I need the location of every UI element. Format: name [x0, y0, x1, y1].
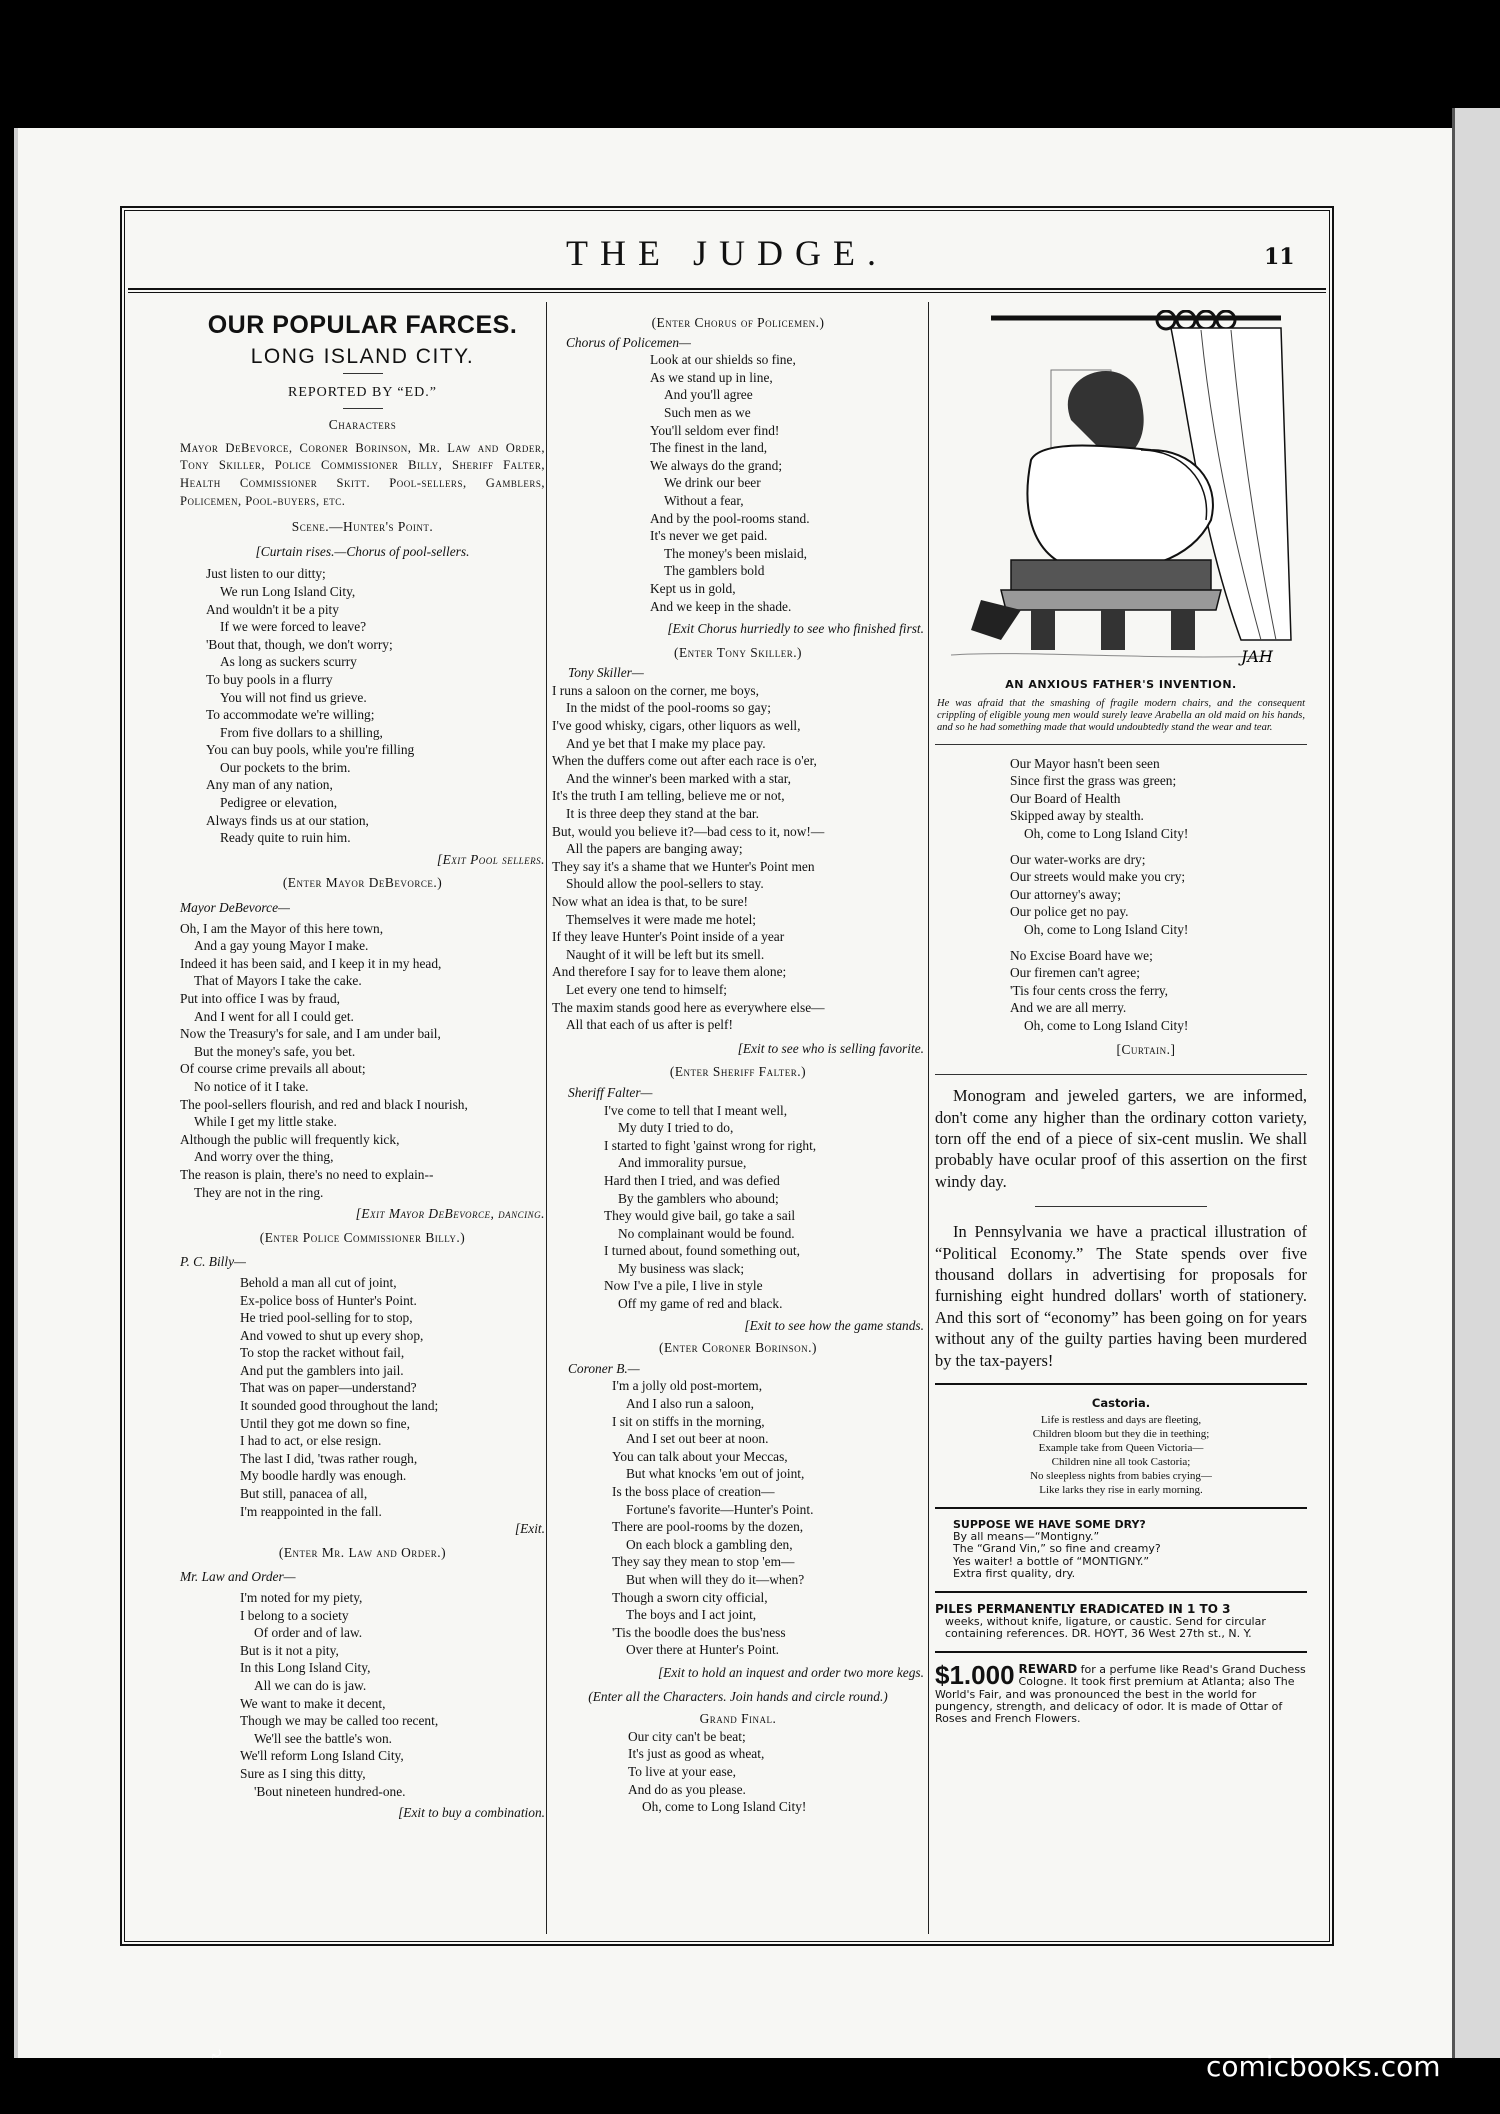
stage-direction: (Enter all the Characters. Join hands and circle round.) [588, 1688, 888, 1704]
finale-verse-2 [935, 755, 1307, 843]
verse-line: Of course crime prevails all about; [180, 1061, 366, 1077]
stage-direction: (Enter Coroner Borinson.) [658, 1340, 817, 1356]
speaker-label: Coroner B.— [568, 1360, 640, 1376]
verse-line: 'Bout that, though, we don't worry; [206, 636, 393, 652]
stage-direction: [Exit. [514, 1521, 545, 1537]
verse-line: Off my game of red and black. [618, 1296, 783, 1312]
verse-line: Yes waiter! a bottle of “MONTIGNY.” [953, 1554, 1150, 1568]
verse-line: And you'll agree [664, 387, 753, 403]
verse-line: The boys and I act joint, [626, 1607, 757, 1623]
verse-line: To accommodate we're willing; [206, 707, 375, 723]
verse-line: Pedigree or elevation, [220, 795, 338, 811]
verse-line: And by the pool-rooms stand. [650, 510, 810, 526]
verse-line: Skipped away by stealth. [1010, 808, 1144, 824]
verse-line: I turned about, found something out, [604, 1243, 800, 1259]
verse-line: It's just as good as wheat, [628, 1746, 765, 1762]
stage-direction: (Enter Mayor DeBevorce.) [282, 875, 443, 891]
verse-line: Themselves it were made me hotel; [566, 911, 757, 927]
verse-line: Look at our shields so fine, [650, 352, 796, 368]
reward-ad [935, 1659, 1307, 1726]
verse-line: Is the boss place of creation— [612, 1484, 775, 1499]
tony-verse [552, 682, 924, 1034]
verse-line: And we keep in the shade. [650, 598, 792, 614]
law-verse [180, 1589, 545, 1800]
pennsylvania-paragraph: In Pennsylvania we have a practical illustration of “Political Economy.” The State spends over five thousand dollars in advertising for proposals for furnishing eight hundred dollars' worth of stationery. And this sort of “economy” has been going on for years without any of the guilty parties having been murdered by the tax-payers! [935, 1222, 1307, 1370]
cartoon-illustration [941, 310, 1301, 670]
verse-line: Naught of it will be left but its smell. [566, 946, 765, 962]
verse-line: In the midst of the pool-rooms so gay; [566, 700, 771, 716]
verse-line: But what knocks 'em out of joint, [626, 1466, 805, 1482]
verse-line: I belong to a society [240, 1607, 349, 1623]
verse-line: Our water-works are dry; [1010, 851, 1146, 867]
verse-line: My boodle hardly was enough. [240, 1468, 407, 1484]
verse-line: It's the truth I am telling, believe me or not, [552, 788, 785, 804]
divider [935, 1074, 1307, 1075]
speaker-label: Sheriff Falter— [568, 1084, 653, 1100]
speaker-label: Tony Skiller— [568, 665, 644, 681]
column-3 [935, 302, 1307, 1726]
verse-line: No complainant would be found. [618, 1225, 795, 1241]
verse-line: Now I've a pile, I live in style [604, 1278, 763, 1294]
billy-verse [180, 1274, 545, 1520]
verse-line: If we were forced to leave? [220, 619, 367, 635]
verse-line: And put the gamblers into jail. [240, 1362, 404, 1378]
verse-line: Sure as I sing this ditty, [240, 1765, 366, 1781]
verse-line: But still, panacea of all, [240, 1486, 368, 1502]
verse-line: Ready quite to ruin him. [220, 830, 351, 846]
verse-line: Example take from Queen Victoria— [1038, 1441, 1204, 1454]
coroner-verse [552, 1377, 924, 1659]
verse-line: While I get my little stake. [194, 1114, 337, 1130]
verse-line: But when will they do it—when? [626, 1571, 805, 1587]
verse-line: Oh, come to Long Island City! [642, 1799, 807, 1815]
verse-line: All we can do is jaw. [254, 1677, 367, 1693]
verse-line: As long as suckers scurry [220, 654, 357, 670]
verse-line: 'Tis the boodle does the bus'ness [612, 1624, 786, 1640]
verse-line: Always finds us at our station, [206, 812, 369, 828]
verse-line: On each block a gambling den, [626, 1536, 793, 1552]
verse-line: Our city can't be beat; [628, 1728, 746, 1744]
verse-line: The last I did, 'twas rather rough, [240, 1450, 418, 1466]
finale-heading: Grand Final. [699, 1711, 777, 1727]
verse-line: And therefore I say for to leave them alone; [552, 964, 787, 980]
divider [935, 1507, 1307, 1509]
reward-ad-title: REWARD [1018, 1661, 1078, 1676]
verse-line: I started to fight 'gainst wrong for right, [604, 1137, 817, 1153]
verse-line: Our streets would make you cry; [1010, 869, 1186, 885]
divider [1035, 1206, 1207, 1207]
verse-line: That of Mayors I take the cake. [194, 973, 362, 989]
artist-signature: JAH [1241, 647, 1273, 666]
stage-direction: [Exit Pool sellers. [436, 851, 545, 867]
verse-line: They say it's a shame that we Hunter's Point men [552, 858, 815, 874]
verse-line: Oh, come to Long Island City! [1024, 921, 1189, 937]
verse-line: There are pool-rooms by the dozen, [612, 1519, 804, 1535]
speaker-label: Mayor DeBevorce— [180, 900, 290, 916]
reward-ad-text: for a perfume like Read's Grand Duchess Cologne. It took first premium at Atlanta; also The World's Fair, and was pronounced the best in the world for pungency, strength, and delicacy of odor. It is made of Ottar of Roses and French Flowers. [935, 1662, 1306, 1726]
verse-line: We want to make it decent, [240, 1695, 386, 1711]
verse-line: And I went for all I could get. [194, 1008, 354, 1024]
verse-line: The finest in the land, [650, 440, 768, 456]
verse-line: Our Mayor hasn't been seen [1010, 755, 1160, 771]
monogram-paragraph: Monogram and jeweled garters, we are informed, don't come any higher than the ordinary cotton variety, torn off the end of a piece of six-cent muslin. We shall probably have ocular proof of this assertion on the first windy day. [935, 1086, 1307, 1191]
verse-line: To stop the racket without fail, [240, 1345, 405, 1361]
reward-amount: $1.000 [935, 1659, 1015, 1690]
article-title: OUR POPULAR FARCES. [207, 311, 518, 339]
verse-line: Since first the grass was green; [1010, 773, 1177, 789]
divider [343, 408, 383, 409]
verse-line: The reason is plain, there's no need to explain-- [180, 1166, 434, 1182]
page-edge [1452, 108, 1500, 2058]
verse-line: Like larks they rise in early morning. [1039, 1483, 1203, 1496]
verse-line: Although the public will frequently kick, [180, 1131, 400, 1147]
verse-line: As we stand up in line, [650, 369, 773, 385]
verse-line: And wouldn't it be a pity [206, 601, 339, 617]
verse-line: Now what an idea is that, to be sure! [552, 894, 748, 909]
verse-line: And I also run a saloon, [626, 1396, 754, 1412]
verse-line: Our firemen can't agree; [1010, 965, 1140, 981]
stage-direction: (Enter Police Commissioner Billy.) [259, 1229, 466, 1245]
verse-line: Our pockets to the brim. [220, 759, 351, 775]
divider [343, 373, 383, 374]
verse-line: Ex-police boss of Hunter's Point. [240, 1292, 417, 1308]
verse-line: To live at your ease, [628, 1763, 737, 1779]
characters-list: Mayor DeBevorce, Coroner Borinson, Mr. Law and Order, Tony Skiller, Police Commissioner Billy, Sheriff Falter, Health Commissioner Skitt. Pool-sellers, Gamblers, Policemen, Pool-buyers, etc. [180, 440, 545, 508]
verse-line: We drink our beer [664, 475, 761, 491]
verse-line: But, would you believe it?—bad cess to it, now!— [552, 823, 825, 839]
verse-line: They would give bail, go take a sail [604, 1208, 796, 1224]
verse-line: No sleepless nights from babies crying— [1030, 1469, 1212, 1482]
verse-line: I've come to tell that I meant well, [604, 1102, 788, 1118]
verse-line: Indeed it has been said, and I keep it in my head, [180, 955, 442, 971]
stage-direction: [Exit to buy a combination. [398, 1805, 545, 1821]
verse-line: Our attorney's away; [1010, 886, 1121, 902]
verse-line: We always do the grand; [650, 457, 783, 473]
stage-direction: [Exit to hold an inquest and order two more kegs. [657, 1664, 924, 1680]
byline: REPORTED BY “ED.” [287, 384, 437, 400]
verse-line: He tried pool-selling for to stop, [240, 1310, 413, 1326]
verse-line: Fortune's favorite—Hunter's Point. [626, 1501, 814, 1517]
verse-line: Until they got me down so fine, [240, 1415, 410, 1431]
verse-line: Children nine all took Castoria; [1051, 1455, 1191, 1468]
verse-line: Let every one tend to himself; [566, 981, 728, 997]
montigny-ad-title: SUPPOSE WE HAVE SOME DRY? [953, 1517, 1146, 1531]
verse-line: Put into office I was by fraud, [180, 991, 341, 1006]
verse-line: Should allow the pool-sellers to stay. [566, 876, 764, 892]
sheriff-verse [552, 1102, 924, 1313]
verse-line: When the duffers come out after each race is o'er, [552, 753, 817, 769]
verse-line: Now the Treasury's for sale, and I am under bail, [180, 1026, 441, 1042]
masthead: THE JUDGE. [566, 233, 888, 273]
verse-line: It sounded good throughout the land; [240, 1398, 439, 1414]
montigny-ad-lines [953, 1531, 1307, 1581]
stage-direction: (Enter Chorus of Policemen.) [651, 315, 825, 330]
curtain-end: [Curtain.] [1116, 1041, 1176, 1057]
speaker-label: P. C. Billy— [180, 1254, 246, 1270]
finale-verse-3 [935, 851, 1307, 939]
column-2 [552, 302, 924, 1816]
stage-direction: [Curtain rises.—Chorus of pool-sellers. [255, 543, 470, 559]
caption-text: He was afraid that the smashing of fragile modern chairs, and the consequent crippling of eligible young men would surely leave Arabella an old maid on his hands, and so he had something made that would undoubtedly stand the wear and tear. [937, 697, 1305, 733]
divider [935, 1383, 1307, 1385]
verse-line: 'Tis four cents cross the ferry, [1010, 982, 1168, 998]
stage-direction: [Exit Mayor DeBevorce, dancing. [355, 1206, 545, 1222]
stage-direction: (Enter Tony Skiller.) [673, 644, 802, 660]
caption-title: AN ANXIOUS FATHER'S INVENTION. [1005, 678, 1237, 691]
verse-line: In this Long Island City, [240, 1660, 371, 1676]
verse-line: I'm a jolly old post-mortem, [612, 1378, 763, 1394]
speaker-label: Chorus of Policemen— [566, 334, 691, 350]
article-subtitle: LONG ISLAND CITY. [250, 345, 475, 368]
castoria-ad-title: Castoria. [1091, 1395, 1151, 1410]
verse-line: If they leave Hunter's Point inside of a year [552, 929, 785, 945]
verse-line: Life is restless and days are fleeting, [1040, 1413, 1202, 1426]
verse-line: Our Board of Health [1010, 790, 1121, 806]
verse-line: And vowed to shut up every shop, [240, 1327, 424, 1343]
montigny-ad [935, 1519, 1307, 1581]
verse-line: Though we may be called too recent, [240, 1713, 439, 1729]
verse-line: And I set out beer at noon. [626, 1431, 769, 1447]
verse-line: We'll see the battle's won. [254, 1730, 392, 1746]
verse-line: My duty I tried to do, [618, 1120, 734, 1136]
verse-line: You can buy pools, while you're filling [206, 742, 415, 758]
verse-line: I sit on stiffs in the morning, [612, 1413, 765, 1429]
verse-line: And immorality pursue, [618, 1155, 747, 1171]
speaker-label: Mr. Law and Order— [180, 1569, 296, 1585]
verse-line: And do as you please. [628, 1781, 746, 1797]
verse-line: No Excise Board have we; [1010, 947, 1153, 963]
verse-line: I've good whisky, cigars, other liquors as well, [552, 718, 801, 734]
verse-line: Our police get no pay. [1010, 904, 1129, 920]
mayor-verse [180, 920, 545, 1202]
scan-mark: ⤾ [210, 2046, 224, 2063]
header-rule-thin [128, 292, 1326, 293]
verse-line: Just listen to our ditty; [206, 566, 326, 582]
verse-line: They are not in the ring. [194, 1184, 324, 1200]
verse-line: And the winner's been marked with a star, [566, 770, 791, 786]
verse-line: It is three deep they stand at the bar. [566, 806, 759, 822]
verse-line: From five dollars to a shilling, [220, 724, 383, 740]
stage-direction: [Exit to see who is selling favorite. [737, 1040, 924, 1056]
column-1 [180, 302, 545, 1822]
divider [935, 1651, 1307, 1653]
verse-line: Kept us in gold, [650, 580, 736, 596]
stage-direction: [Exit to see how the game stands. [744, 1317, 924, 1333]
verse-line: I runs a saloon on the corner, me boys, [552, 682, 759, 698]
stage-direction: (Enter Sheriff Falter.) [669, 1064, 807, 1080]
verse-line: We run Long Island City, [220, 583, 356, 599]
verse-line: Hard then I tried, and was defied [604, 1172, 780, 1188]
verse-line: Any man of any nation, [206, 777, 333, 793]
verse-line: Without a fear, [664, 492, 744, 508]
divider [935, 744, 1307, 745]
verse-line: That was on paper—understand? [240, 1380, 417, 1396]
verse-line: My business was slack; [618, 1260, 745, 1276]
finale-verse [552, 1728, 924, 1816]
watermark: comicbooks.com [1206, 2050, 1441, 2083]
verse-line: But the money's safe, you bet. [194, 1043, 356, 1059]
verse-line: It's never we get paid. [650, 528, 768, 544]
verse-line: By the gamblers who abound; [618, 1190, 779, 1206]
verse-line: I'm reappointed in the fall. [240, 1503, 382, 1519]
stage-direction: [Exit Chorus hurriedly to see who finished first. [667, 621, 924, 637]
verse-line: Though a sworn city official, [612, 1589, 768, 1605]
verse-line: Such men as we [664, 404, 751, 420]
piles-ad-title: PILES PERMANENTLY ERADICATED IN 1 TO 3 [935, 1601, 1231, 1616]
verse-line: Oh, come to Long Island City! [1024, 1017, 1189, 1033]
verse-line: And worry over the thing, [194, 1149, 334, 1165]
castoria-ad [935, 1413, 1307, 1497]
characters-heading: Characters [328, 417, 397, 433]
verse-line: By all means—“Montigny.” [953, 1529, 1100, 1543]
police-verse [552, 351, 924, 615]
verse-line: Oh, I am the Mayor of this here town, [180, 920, 384, 936]
verse-line: Of order and of law. [254, 1625, 363, 1641]
divider [935, 1591, 1307, 1593]
scene-direction: Scene.—Hunter's Point. [291, 519, 434, 535]
page-number: 11 [1264, 244, 1295, 270]
verse-line: The “Grand Vin,” so fine and creamy? [953, 1542, 1161, 1556]
column-rule-1 [546, 302, 547, 1934]
header-rule [128, 288, 1326, 290]
verse-line: They say they mean to stop 'em— [612, 1554, 795, 1570]
verse-line: But is it not a pity, [240, 1642, 339, 1658]
verse-line: All the papers are banging away; [566, 841, 743, 857]
verse-line: Oh, come to Long Island City! [1024, 825, 1189, 841]
stage-direction: (Enter Mr. Law and Order.) [278, 1544, 447, 1560]
verse-line: Extra first quality, dry. [953, 1567, 1076, 1581]
verse-line: We'll reform Long Island City, [240, 1748, 404, 1764]
verse-line: Behold a man all cut of joint, [240, 1274, 397, 1290]
verse-line: I had to act, or else resign. [240, 1433, 382, 1449]
chorus-verse [180, 565, 545, 847]
verse-line: 'Bout nineteen hundred-one. [254, 1783, 406, 1799]
verse-line: You'll seldom ever find! [650, 422, 780, 438]
piles-ad [935, 1603, 1307, 1641]
verse-line: All that each of us after is pelf! [566, 1017, 733, 1033]
verse-line: And a gay young Mayor I make. [194, 938, 369, 954]
column-rule-2 [928, 302, 929, 1934]
verse-line: No notice of it I take. [194, 1078, 309, 1094]
verse-line: And ye bet that I make my place pay. [566, 735, 766, 751]
piles-ad-text: weeks, without knife, ligature, or caustic. Send for circular containing references. DR. HOYT, 36 West 27th st., N. Y. [945, 1615, 1266, 1641]
verse-line: The pool-sellers flourish, and red and black I nourish, [180, 1096, 468, 1112]
verse-line: Over there at Hunter's Point. [626, 1642, 780, 1658]
verse-line: You will not find us grieve. [220, 689, 367, 705]
verse-line: The gamblers bold [664, 563, 765, 579]
verse-line: The money's been mislaid, [664, 545, 807, 561]
verse-line: Children bloom but they die in teething; [1032, 1427, 1210, 1440]
verse-line: I'm noted for my piety, [240, 1590, 363, 1605]
verse-line: And we are all merry. [1010, 1000, 1127, 1016]
finale-verse-4 [935, 947, 1307, 1035]
verse-line: You can talk about your Meccas, [612, 1448, 788, 1464]
verse-line: The maxim stands good here as everywhere else— [552, 999, 825, 1015]
verse-line: To buy pools in a flurry [206, 671, 333, 687]
